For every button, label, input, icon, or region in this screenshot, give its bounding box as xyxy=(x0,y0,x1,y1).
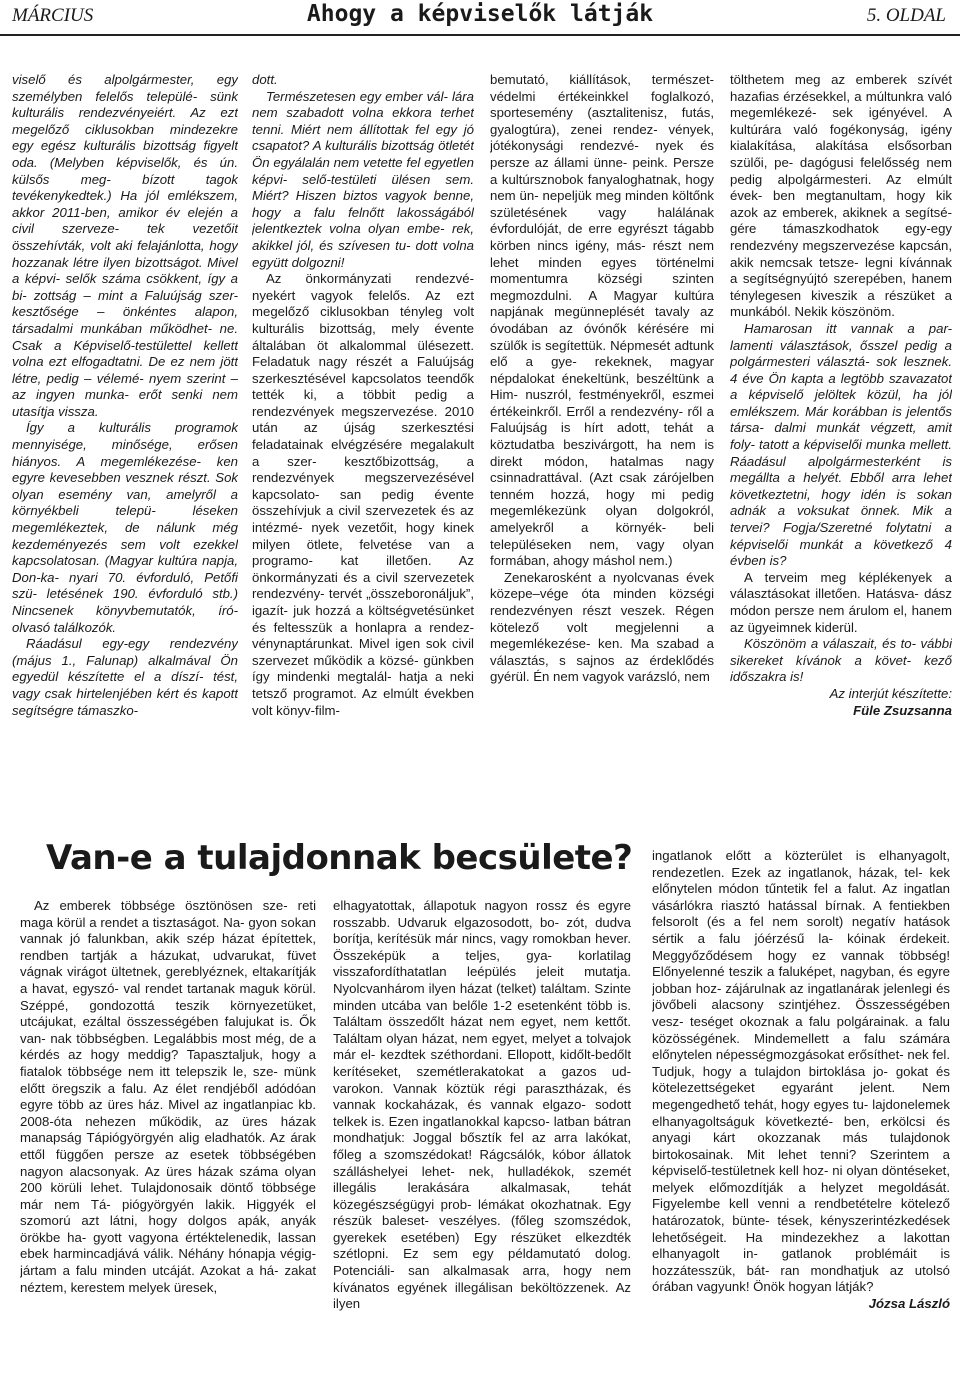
interview-question: Hamarosan itt vannak a par- lamenti választások, ősszel pedig a polgármesteri választá- sok lesznek. 4 éve Ön kapta a legtöbb szavazatot a képviselő jelöltek közül, ha jól emlékszem. Már korábban is jelentős társa- dalmi munkát végzett, amit foly- tatott a képviselői munka mellett. Ráadásul alpolgármesterként is megállta a helyét. Ebből arra lehet következtetni, hogy idén is sokan adnák a voksukat önnek. Mik a tervei? Fogja/Szeretné folytatni a képviselői munkát a következő 4 évben is? xyxy=(730,320,952,569)
interview-answer: tölthetem meg az emberek szívét hazafias érzésekkel, a múltunkra való megemlékezé- sek igényével. A kultúrára való fogékonyság, igény kialakítása, alakítása elsősorban szülői, pe- dagógusi felelősség nem pedig alpolgármesteri. Az elmúlt évek- ben megtanultam, hogy kik azok az emberek, akiknek a segítsé- gére támaszkodhatok egy-egy rendezvény megszervezése kapcsán, akik nemcsak tetsze- legni kívánnak a segítségnyújtó szerepében, hanem ténylegesen kiveszik a részüket a munkából. Nekik köszönöm. xyxy=(730,72,952,320)
interview-column-4 xyxy=(730,72,952,812)
interview-question: dott. xyxy=(252,72,278,87)
article-paragraph: ingatlanok előtt a közterület is elhanyagolt, rendezetlen. Ezek az ingatlanok, házak, tel- kek előnytelen módon tűntetik fel a falut. Az ingatlan vásárlókra riasztó hatással bírnak. A fentiekben felsorolt (és a fel nem sorolt) negatív hatások sértik a falu jóérzésű la- kóinak érdekeit. Meggyőződésem hogy ez vannak többség! Előnyelenné teszik a faluképet, nagyban, és egyre jobban hoz- zájárulnak az ingatlanárak jelenlegi és jövőbeli alacsony szintjéhez. Összességében vesz- teséget okoznak a falu polgárainak. a falu közösségének. Mindemellett a falu számára előnytelen népességmozgásokat erősíthet- nek fel. Tudjuk, hogy a tulajdon birtoklása jo- gokat és kötelezettségeket egyaránt jelent. Nem megengedhető tehát, hogy egyes tu- lajdonelemek elhanyagoltságuk következté- ben, erkölcsi és anyagi kárt okozzanak más tulajdonok birtokosainak. Mit lehet tenni? Szerintem a képviselő-testületnek kell hoz- ni olyan döntéseket, melyek előmozdítják a helyzet megoldását. Figyelembe kell venni a rendbetételre kötelező határozatok, bünte- tések, kényszerintézkedések lehetőségeit. Ha mindezekhez a lakottan elhanyagolt in- gatlanok problémáit is hozzátesszük, bát- ran mondhatjuk az utolsó órában vagyunk! Önök hogyan látják? xyxy=(652,848,950,1295)
interview-answer: bemutató, kiállítások, természet- védelmi értékeinkkel foglalkozó, sportesemény (asztalitenisz, futás, gyalogtúra), zenei rendez- vények, jótékonysági rendezvé- nyek és persze az állami ünne- peink. Persze a kultúrsznobok fanyaloghatnak, hogy nem ün- nepeljük meg minden költőnk születésének vagy halálának évfordulóját, de erre egyrészt tágabb körben nincs igény, más- részt nem lehet minden egyes történelmi momentumra községi szinten megmozdulni. A Magyar kultúra napjának megünneplését tavaly az óvodában az óvónők kérésére mi szülők is segítettük. Népmesét adtunk elő a gye- rekeknek, magyar népdalokat énekeltünk, beszéltünk a Him- nuszról, festményekről, eszmei értékeinkről. Erről a rendezvény- ről a Faluújság is hírt adott, tehát a köztudatba beszivárgott, ha nem is direkt módon, hatalmas nagy csinnadrattával. (Azt csak zárójelben tenném hozzá, hogy mi pedig megemlékezünk olyan dolgokról, amelyekről a környék- beli településeken nem, vagy olyan formában, ahogy máshol nem.) xyxy=(490,72,714,569)
interview-column-2 xyxy=(252,72,474,812)
page-header xyxy=(0,0,960,36)
interview-answer: Az önkormányzati rendezvé- nyekért vagyok felelős. Az ezt megelőző ciklusokban tényleg volt kulturális bizottság, mely évente általában öt alkalommal ülésezett. Feladatuk nagy részét a Faluújság szerkesztésével kapcsolatos teendők tették ki, a többit pedig a rendezvények megszervezése. 2010 után az újság szerkesztési feladatainak elvégzésére megalakult a szer- kesztőbizottság, a rendezvények megszervezésével kapcsolato- san pedig évente összehívjuk a civil szervezetek és az intézmé- nyek vezetőit, hogy kinek milyen ötlete, felvetése van a programo- kat illetően. Az önkormányzati és a civil szervezetek rendezvény- tervét „összeboronáljuk”, igazít- juk hozzá a költségvetésünket és feltesszük a honlapra a rendez- vénynaptárunkat. Mivel igen sok civil szervezet működik a közsé- günkben így mindenki megtalál- hatja a neki tetsző programot. Az elmúlt években volt könyv-film- xyxy=(252,271,474,718)
article-column-1 xyxy=(20,898,316,1370)
interview-column-1 xyxy=(12,72,238,840)
page-number: 5. OLDAL xyxy=(866,5,946,26)
article-paragraph: elhagyatottak, állapotuk nagyon rossz és egyre rosszabb. Udvaruk elgazosodott, bo- zót, dudva borítja, kerítésük már nincs, vagy romokban hever. Összeképük a teljes, gya- korlatilag visszafordíthatatlan leépülés jeleit mutatja. Nyolcvanhárom ilyen házat (telket) találtam. Szinte minden utcába van belőle 1-2 esetenként több is. Találtam összedőlt házat nem egyet, nem kettőt. Találtam olyan házat, nem egyet, melyet a tolvajok már el- kezdtek széthordani. Ellopott, kidőlt-bedőlt kerítéseket, szemétlerakatokat a gazos ud- varokon. Vannak köztük régi parasztházak, és vannak kockaházak, és vannak elgazo- sodott telkek is. Ezen ingatlanokkal kapcso- latban bátran mondhatjuk: Joggal bősztík fel az arra lakókat, főleg a szomszédokat! Rágcsálók, kóbor állatok szálláshelyei lehet- nek, hulladékok, szemét illegális lerakására alkalmasak, tehát közegészségügyi prob- lémákat okozhatnak. Egy részük baleset- veszélyes. (főleg szomszédok, gyerekek esetében) Egy részüket elkezdték szétlopni. Ez sem egy példamutató dolog. Potenciáli- san alkalmasak arra, hogy nem kívánatos egyének illegálisan beköltözzenek. Az ilyen xyxy=(333,898,631,1312)
article-paragraph: Az emberek többsége ösztönösen sze- reti maga körül a rendet a tisztaságot. Na- gyon sokan vannak jó falunkban, akik szép házat építettek, rendben tartják a házukat, udvarukat, füvet vágnak virágot ültetnek, gereblyéznek, eltakarítják a havat, egyszó- val rendet tartanak maguk körül. Széppé, gondozottá teszik környezetüket, utcájukat, ezáltal összességében falujukat is. Ők van- nak többségben. Legalábbis most még, de a kérdés az hogy meddig? Tapasztaljuk, hogy a fiatalok többsége nem itt telepszik le, sze- münk előtt öregszik a falu. Az élet rendjéből adódóan egyre több az üres ház. Mivel az ingatlanpiac kb. 2008-óta nehezen működik, az üres házak manapság Tápiógyörgyén alig eladhatók. Az árak ettől függően persze az esetek többségében nagyon alacsonyak. Az üres házak száma olyan 200 körüli lehet. Tulajdonosaik döntő többsége már nem Tá- piógyörgyén lakik. Higgyék el szomorú azt látni, hogy dolgos apák, anyák örökbe ha- gyott vagyona értéktelenedik, lassan ebek harmincadjává válik. Néhány hónapja végig- jártam a falu minden utcáját. Azokat a há- zakat néztem, kerestem melyek üresek, xyxy=(20,898,316,1295)
article-signature: Józsa László xyxy=(868,1296,950,1312)
interview-column-3 xyxy=(490,72,714,812)
article-column-2 xyxy=(333,898,631,1368)
article-column-3 xyxy=(652,848,950,1378)
credit-label: Az interjút készítette: xyxy=(829,685,952,701)
issue-month: MÁRCIUS xyxy=(12,5,94,26)
interview-paragraph: Így a kulturális programok mennyisége, minősége, erősen hiányos. A megemlékezése- ken egyre kevesebben vesznek részt. Sok olyan esemény van, amelyről a környékbeli telepü- léseken megemlékeztek, de nálunk még kezdeményezés sem volt ezekkel kapcsolatosan. (Magyar kultúra napja, Don-ka- nyari 70. évforduló, Petőfi szü- letésének 190. évforduló stb.) Nincsenek könyvbemutatók, író- olvasó találkozók. xyxy=(12,420,238,635)
interview-answer: A terveim meg képlékenyek a választásokat illetően. Hatásva- dász módon persze nem árulom el, hanem az ügyeimnek kiderül. xyxy=(730,569,952,635)
interview-answer: Zenekarosként a nyolcvanas évek közepe–vége óta minden községi rendezvényen részt veszek. Régen kötelező volt megjelenni a megemlékezése- ken. Ma szabad a választás, s sajnos az érdeklődés gyérül. Én nem vagyok varázsló, nem xyxy=(490,569,714,685)
credit-name: Füle Zsuzsanna xyxy=(853,702,952,718)
section-title: Ahogy a képviselők látják xyxy=(306,1,654,27)
interview-paragraph: Ráadásul egy-egy rendezvény (május 1., Falunap) alkalmával Ön egyedül készítette el a díszí- tést, vagy csak hirtelenjében kért és kapott segítségre támaszko- xyxy=(12,636,238,718)
interview-paragraph: viselő és alpolgármester, egy személyben felelős települé- sünk kulturális rendezvényeiért. Az ezt megelőző ciklusokban mindezekre egy egész kulturális bizottság figyelt oda. (Melyben képviselők, és ún. külsős meg- bízott tagok tevékenykedtek.) Ha jól emlékszem, akkor 2011-ben, amikor év elején a civil szerveze- tek vezetőit összehívták, volt aki felajánlotta, hogy hozzanak létre ilyen bizottságot. Mivel a képvi- selők száma csökkent, így a bi- zottság – mint a Faluújság szer- kesztősége – önkéntes alapon, társadalmi munkában működhet- ne. Csak a Képviselő-testülettel kellett volna ezt elfogadtatni. De ez nem jött létre, pedig – vélemé- nyem szerint – az ingyen munka- erőt senki nem utasítja vissza. xyxy=(12,72,238,419)
interview-closing: Köszönöm a válaszait, és to- vábbi sikereket kívánok a követ- kező időszakra is! xyxy=(730,636,952,685)
interview-question: Természetesen egy ember vál- lára nem szabadott volna ekkora terhet tenni. Miért nem állítottak fel egy jó csapatot? A kulturális bizottság ötletét Ön egyálalán nem vetette fel egyetlen képvi- selő-testületi ülésen sem. Miért? Hiszen biztos vagyok benne, hogy a falu felnőtt lakosságából jelentkeztek volna olyan embe- rek, akikkel jól, és szívesen tu- dott volna együtt dolgozni! xyxy=(252,88,474,270)
article-title: Van-e a tulajdonnak becsülete? xyxy=(46,838,633,878)
